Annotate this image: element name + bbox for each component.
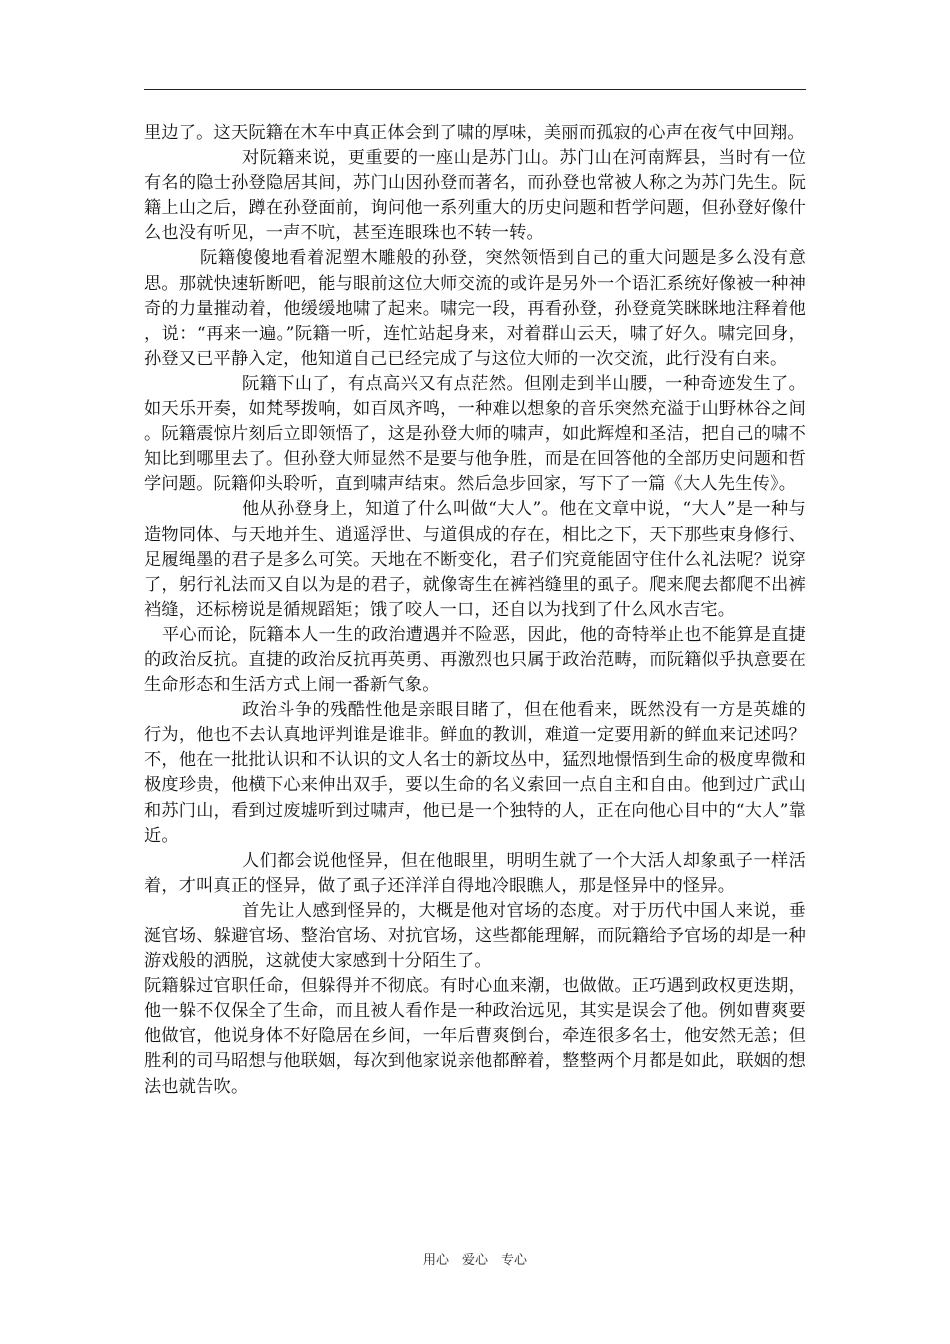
paragraph: 对阮籍来说，更重要的一座山是苏门山。苏门山在河南辉县，当时有一位有名的隐士孙登隐居其间，苏门山因孙登而著名，而孙登也常被人称之为苏门先生。阮籍上山之后，蹲在孙登面前，询问他一系列重大的历史问题和哲学问题，但孙登好像什么也没有听见，一声不吭，甚至连眼珠也不转一转。 xyxy=(144,148,806,244)
header-rule xyxy=(144,89,806,90)
paragraph: 阮籍傻傻地看着泥塑木雕般的孙登，突然领悟到自己的重大问题是多么没有意思。那就快速斩断吧，能与眼前这位大师交流的或许是另外一个语汇系统好像被一种神奇的力量摧动着，他缓缓地啸了起来。啸完一段，再看孙登，孙登竟笑眯眯地注释着他，说：“再来一遍。”阮籍一听，连忙站起身来，对着群山云天，啸了好久。啸完回身，孙登又已平静入定，他知道自己已经完成了与这位大师的一次交流，此行没有白来。 xyxy=(144,248,806,369)
paragraph: 平心而论，阮籍本人一生的政治遭遇并不险恶，因此，他的奇特举止也不能算是直捷的政治反抗。直捷的政治反抗再英勇、再激烈也只属于政治范畴，而阮籍似乎执意要在生命形态和生活方式上闹一番新气象。 xyxy=(144,624,806,696)
paragraph: 政治斗争的残酷性他是亲眼目睹了，但在他看来，既然没有一方是英雄的行为，他也不去认真地评判谁是谁非。鲜血的教训，难道一定要用新的鲜血来记述吗？不，他在一批批认识和不认识的文人名士的新坟丛中，猛烈地憬悟到生命的极度卑微和极度珍贵，他横下心来伸出双手，要以生命的名义索回一点自主和自由。他到过广武山和苏门山，看到过废墟听到过啸声，他已是一个独特的人，正在向他心目中的“大人”靠近。 xyxy=(144,700,806,846)
article-body xyxy=(144,121,806,1100)
page-footer: 用心 爱心 专心 xyxy=(422,1253,527,1268)
paragraph: 阮籍下山了，有点高兴又有点茫然。但刚走到半山腰，一种奇迹发生了。如天乐开奏，如梵琴拨响，如百凤齐鸣，一种难以想象的音乐突然充溢于山野林谷之间。阮籍震惊片刻后立即领悟了，这是孙登大师的啸声，如此辉煌和圣洁，把自己的啸不知比到哪里去了。但孙登大师显然不是要与他争胜，而是在回答他的全部历史问题和哲学问题。阮籍仰头聆听，直到啸声结束。然后急步回家，写下了一篇《大人先生传》。 xyxy=(144,373,806,495)
paragraph: 里边了。这天阮籍在木车中真正体会到了啸的厚味，美丽而孤寂的心声在夜气中回翔。 xyxy=(144,123,805,143)
paragraph: 阮籍躲过官职任命，但躲得并不彻底。有时心血来潮，也做做。正巧遇到政权更迭期，他一躲不仅保全了生命，而且被人看作是一种政治远见，其实是误会了他。例如曹爽要他做官，他说身体不好隐居在乡间，一年后曹爽倒台，牵连很多名士，他安然无恙；但胜利的司马昭想与他联姻，每次到他家说亲他都醉着，整整两个月都是如此，联姻的想法也就告吹。 xyxy=(144,976,806,1097)
paragraph: 他从孙登身上，知道了什么叫做“大人”。他在文章中说，“大人”是一种与造物同体、与天地并生、逍遥浮世、与道俱成的存在，相比之下，天下那些束身修行、足履绳墨的君子是多么可笑。天地在不断变化，君子们究竟能固守住什么礼法呢？说穿了，躬行礼法而又自以为是的君子，就像寄生在裤裆缝里的虱子。爬来爬去都爬不出裤裆缝，还标榜说是循规蹈矩；饿了咬人一口，还自以为找到了什么风水吉宅。 xyxy=(144,499,806,620)
paragraph: 首先让人感到怪异的，大概是他对官场的态度。对于历代中国人来说，垂涎官场、躲避官场、整治官场、对抗官场，这些都能理解，而阮籍给予官场的却是一种游戏般的洒脱，这就使大家感到十分陌生了。 xyxy=(144,900,806,972)
paragraph: 人们都会说他怪异，但在他眼里，明明生就了一个大活人却象虱子一样活着，才叫真正的怪异，做了虱子还洋洋自得地冷眼瞧人，那是怪异中的怪异。 xyxy=(144,850,806,896)
